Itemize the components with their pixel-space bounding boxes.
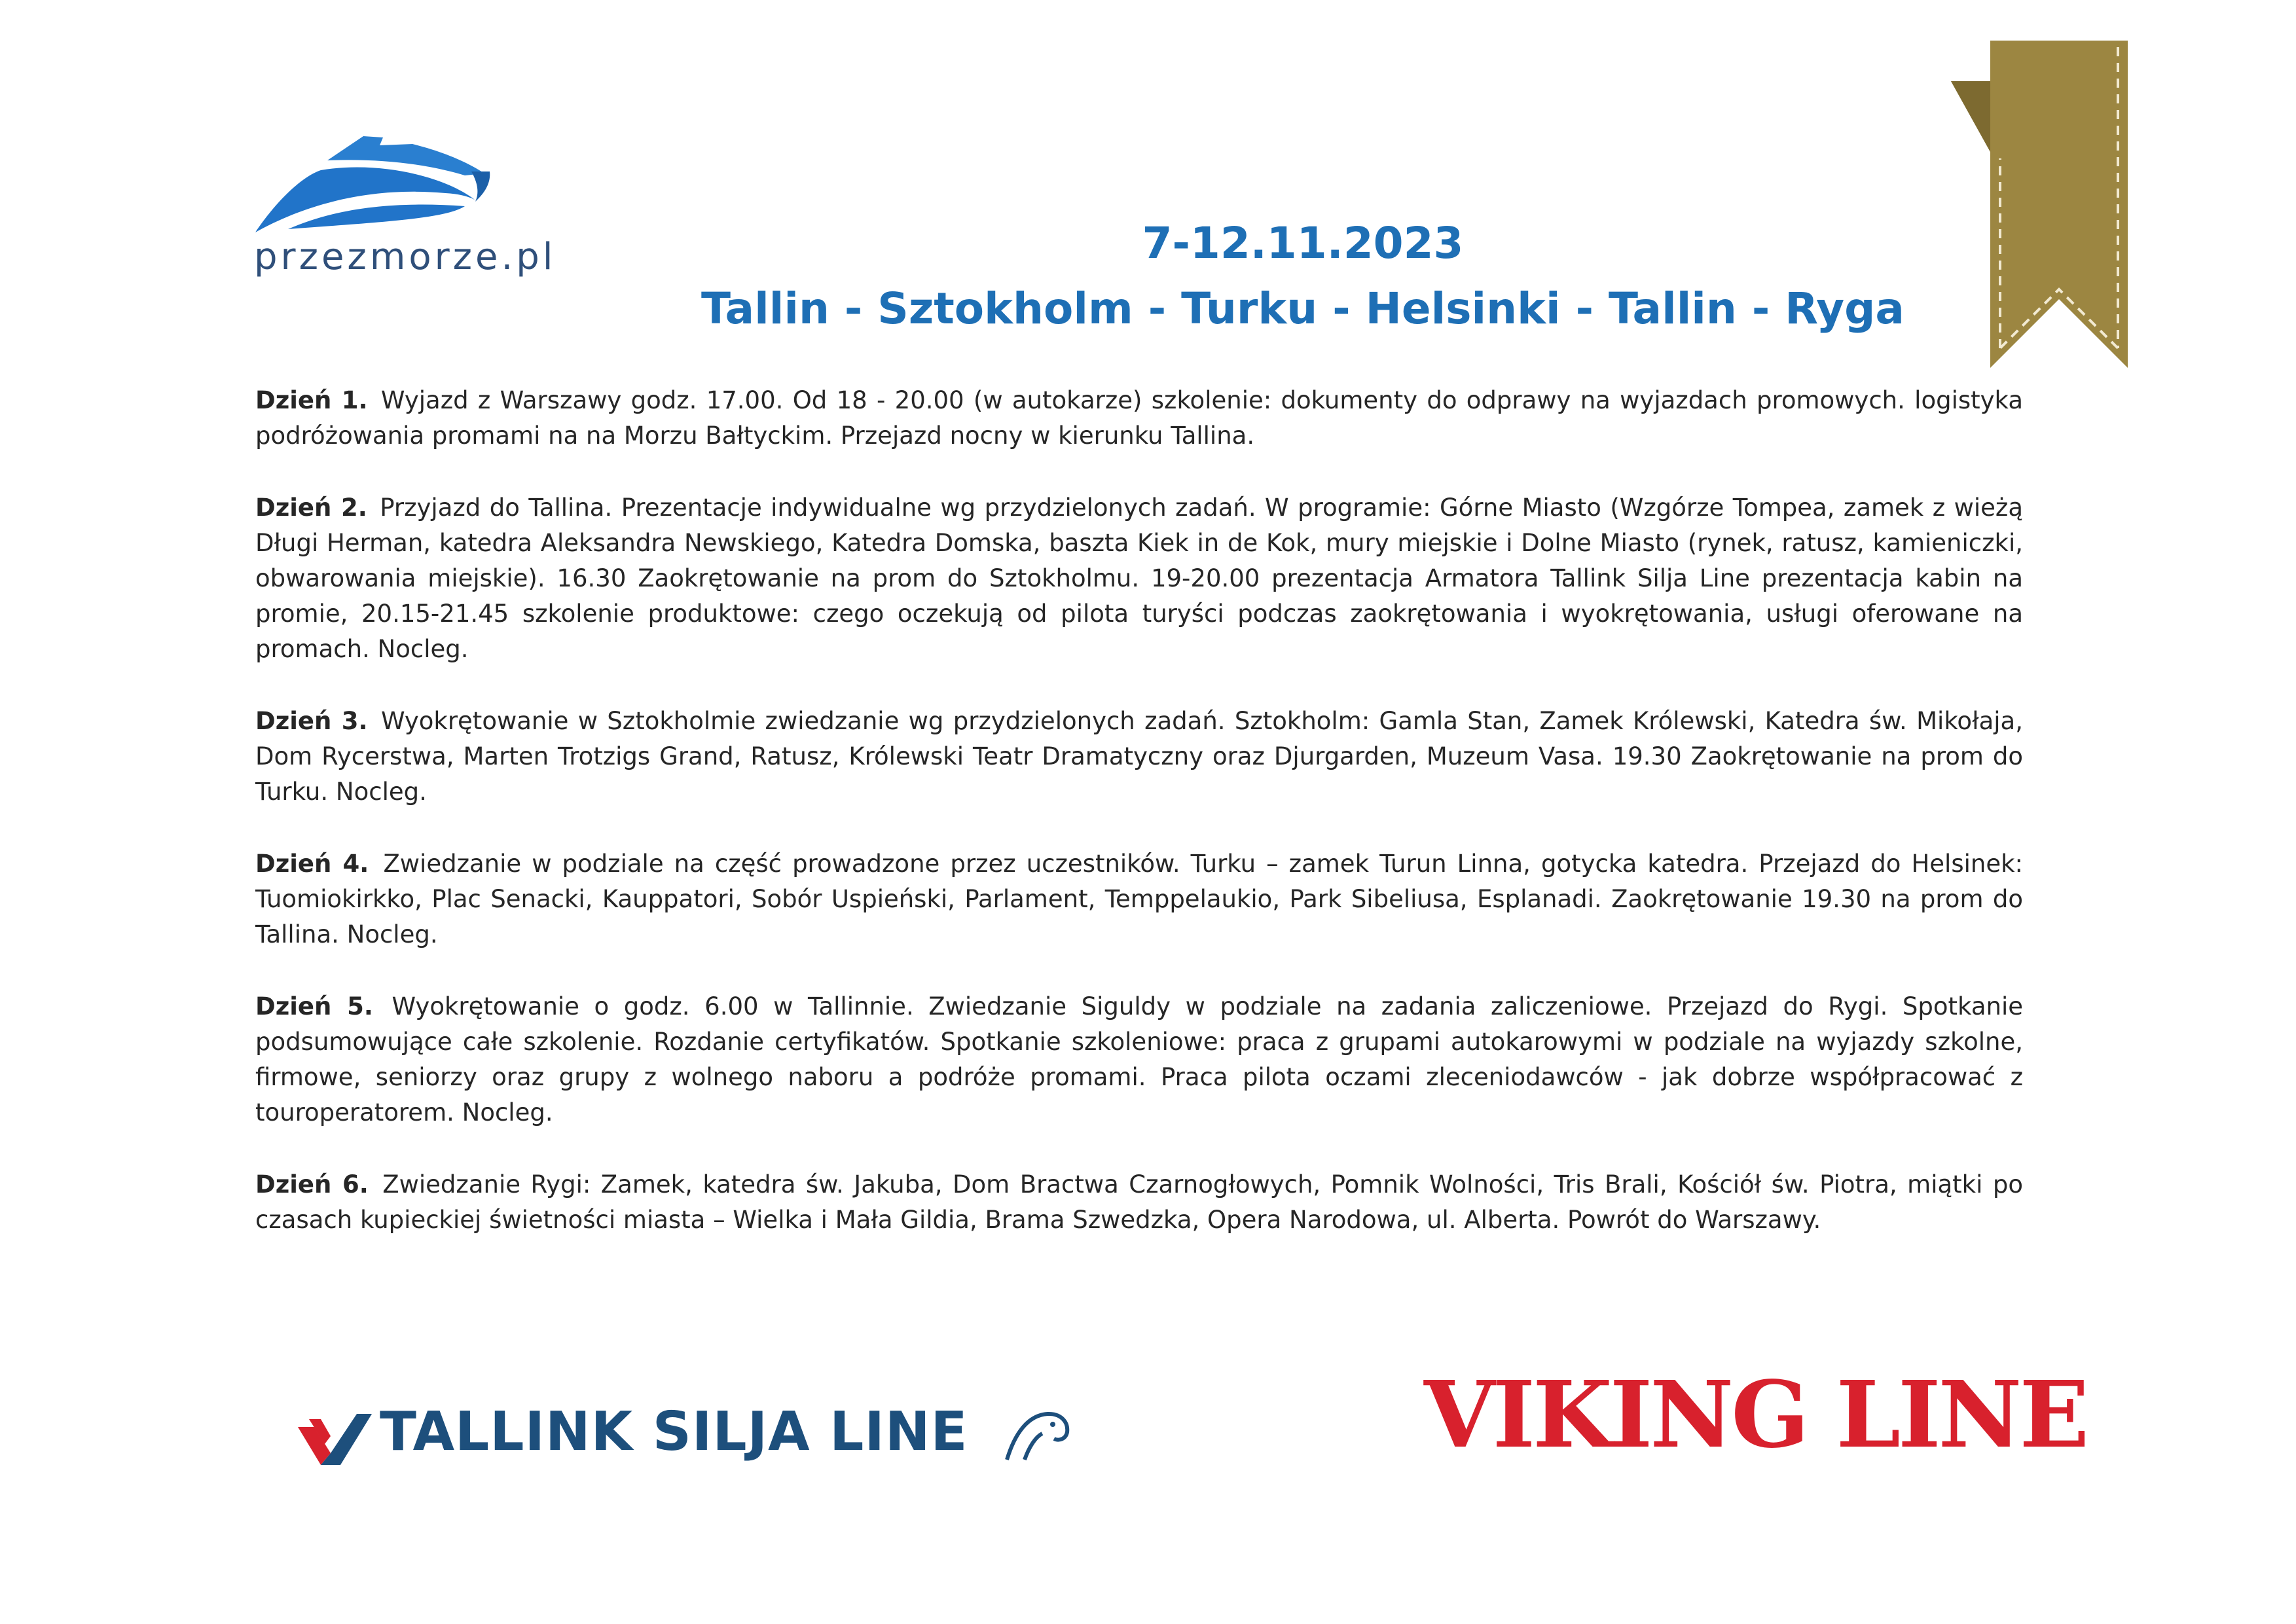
itinerary-day-4 bbox=[255, 846, 2023, 952]
day-text: Przyjazd do Tallina. Prezentacje indywidualne wg przydzielonych zadań. W programie: Górne Miasto (Wzgórze Tompea, zamek z wieżą Długi Herman, katedra Aleksandra Newskiego, Katedra Domska, baszta Kiek in de Kok, mury miejskie i Dolne Miasto (rynek, ratusz, kamieniczki, obwarowania miejskie). 16.30 Zaokrętowanie na prom do Sztokholmu. 19-20.00 prezentacja Armatora Tallink Silja Line prezentacja kabin na promie, 20.15-21.45 szkolenie produktowe: czego oczekują od pilota turyści podczas zaokrętowania i wyokrętowania, usługi oferowane na promach. Nocleg. bbox=[255, 494, 2023, 663]
itinerary-day-2 bbox=[255, 490, 2023, 667]
seal-icon bbox=[1002, 1407, 1074, 1466]
day-text: Wyokrętowanie w Sztokholmie zwiedzanie wg przydzielonych zadań. Sztokholm: Gamla Stan, Zamek Królewski, Katedra św. Mikołaja, Dom Rycerstwa, Marten Trotzigs Grand, Ratusz, Królewski Teatr Dramatyczny oraz Djurgarden, Muzeum Vasa. 19.30 Zaokrętowanie na prom do Turku. Nocleg. bbox=[255, 707, 2023, 806]
day-label: Dzień 1. bbox=[255, 386, 368, 414]
logo-text: przezmorze.pl bbox=[254, 236, 556, 278]
day-label: Dzień 5. bbox=[255, 992, 373, 1020]
itinerary-day-3 bbox=[255, 704, 2023, 810]
trip-route: Tallin - Sztokholm - Turku - Helsinki - Tallin - Ryga bbox=[701, 283, 1904, 334]
viking-line-logo: VIKING LINE bbox=[1424, 1362, 2087, 1469]
tallink-text: TALLINK SILJA LINE bbox=[380, 1401, 968, 1463]
day-label: Dzień 3. bbox=[255, 707, 368, 735]
tallink-chevron-icon bbox=[295, 1407, 373, 1466]
day-label: Dzień 2. bbox=[255, 494, 367, 522]
day-text: Wyokrętowanie o godz. 6.00 w Tallinnie. Zwiedzanie Siguldy w podziale na zadania zaliczeniowe. Przejazd do Rygi. Spotkanie podsumowujące całe szkolenie. Rozdanie certyfikatów. Spotkanie szkoleniowe: praca z grupami autokarowymi w podziale na wyjazdy szkolne, firmowe, seniorzy oraz grupy z wolnego naboru a podróże promami. Praca pilota oczami zleceniodawców - jak dobrze współpracować z touroperatorem. Nocleg. bbox=[255, 992, 2023, 1127]
itinerary-day-6 bbox=[255, 1167, 2023, 1238]
day-label: Dzień 4. bbox=[255, 850, 369, 878]
document-header bbox=[524, 211, 2082, 342]
ship-icon bbox=[249, 124, 537, 236]
trip-dates: 7-12.11.2023 bbox=[1142, 218, 1464, 268]
itinerary bbox=[255, 383, 2023, 1274]
day-text: Zwiedzanie Rygi: Zamek, katedra św. Jakuba, Dom Bractwa Czarnogłowych, Pomnik Wolności, Tris Brali, Kościół św. Piotra, miątki po czasach kupieckiej świetności miasta – Wielka i Mała Gildia, Brama Szwedzka, Opera Narodowa, ul. Alberta. Powrót do Warszawy. bbox=[255, 1170, 2023, 1234]
day-text: Wyjazd z Warszawy godz. 17.00. Od 18 - 20.00 (w autokarze) szkolenie: dokumenty do odprawy na wyjazdach promowych. logistyka podróżowania promami na na Morzu Bałtyckim. Przejazd nocny w kierunku Tallina. bbox=[255, 386, 2023, 450]
day-label: Dzień 6. bbox=[255, 1170, 369, 1199]
itinerary-day-1 bbox=[255, 383, 2023, 454]
day-text: Zwiedzanie w podziale na część prowadzone przez uczestników. Turku – zamek Turun Linna, gotycka katedra. Przejazd do Helsinek: Tuomiokirkko, Plac Senacki, Kauppatori, Sobór Uspieński, Parlament, Temppelaukio, Park Sibeliusa, Esplanadi. Zaokrętowanie 19.30 na prom do Tallina. Nocleg. bbox=[255, 850, 2023, 948]
itinerary-day-5 bbox=[255, 989, 2023, 1130]
przezmorze-logo[interactable] bbox=[249, 124, 556, 288]
